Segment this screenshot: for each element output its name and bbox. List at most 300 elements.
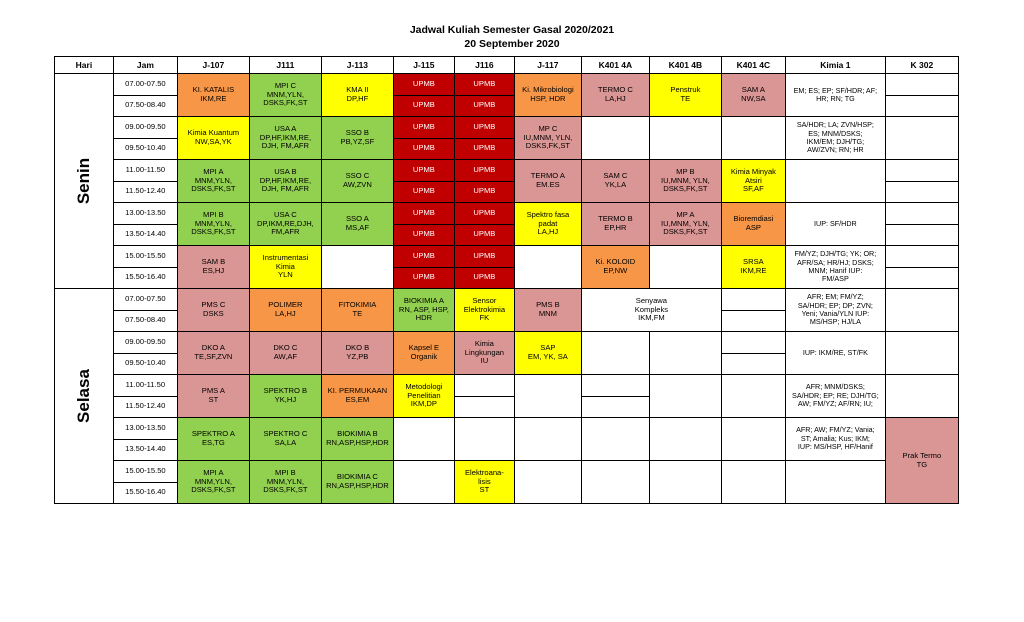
cell-text-line: Sensor (472, 295, 497, 305)
time-cell: 15.50-16.40 (113, 482, 177, 504)
schedule-cell (454, 95, 514, 117)
cell-text-line: SAM C (603, 171, 628, 181)
cell-text-line: TERMO A (530, 171, 565, 181)
schedule-cell (649, 375, 721, 418)
cell-text-line: HR; RN; TG (816, 94, 855, 103)
schedule-cell (321, 74, 393, 117)
cell-text-line: SA/HDR; EP; DP; ZVN; (797, 300, 873, 310)
cell-text-line: MNM (538, 309, 557, 318)
schedule-cell (393, 203, 454, 225)
cell-text-line: IKM,DP (410, 399, 437, 409)
schedule-cell (393, 289, 454, 332)
schedule-cell (393, 418, 454, 461)
cell-text-line: DKO A (201, 343, 225, 353)
cell-text-line: MNM,YLN, (194, 476, 232, 486)
cell-text-line: Lingkungan (464, 347, 505, 357)
cell-text-line: padat (538, 218, 558, 228)
cell-text-line: KI. KATALIS (192, 85, 235, 95)
cell-text-line: SF,AF (743, 184, 764, 194)
schedule-cell (393, 138, 454, 160)
cell-text-line: MP C (538, 123, 558, 133)
time-cell: 09.00-09.50 (113, 117, 177, 139)
cell-text-line: SAM A (741, 85, 765, 95)
cell-text-line: DSKS,FK,ST (263, 98, 308, 108)
schedule-cell (249, 246, 321, 289)
cell-text-line: AFR; EM; FM/YZ; (807, 292, 864, 302)
page-date: 20 September 2020 (464, 38, 560, 50)
cell-text-line: MPI C (274, 80, 296, 90)
cell-text-line: Spektro fasa (526, 209, 570, 219)
cell-text-line: UPMB (412, 164, 435, 174)
schedule-cell (321, 289, 393, 332)
cell-text-line: IU,MNM, YLN, (523, 132, 573, 142)
cell-text-line: TE,SF,ZVN (194, 352, 233, 361)
schedule-cell (885, 418, 958, 504)
cell-text-line: MNM,YLN, (194, 218, 232, 228)
cell-text-line: DKO B (345, 343, 370, 353)
schedule-cell (321, 332, 393, 375)
schedule-cell (177, 418, 249, 461)
time-cell: 13.00-13.50 (113, 418, 177, 440)
table-row (55, 289, 959, 311)
schedule-cell (249, 461, 321, 504)
cell-text-line: UPMB (473, 250, 496, 260)
schedule-cell (581, 396, 649, 418)
column-header: K 302 (885, 57, 958, 74)
cell-text-line: MS,AF (345, 223, 369, 232)
cell-text-line: UPMB (473, 229, 496, 239)
schedule-cell (514, 289, 581, 332)
table-row (55, 203, 959, 225)
schedule-cell (321, 203, 393, 246)
schedule-cell (177, 375, 249, 418)
schedule-cell (454, 289, 514, 332)
cell-text-line: DSKS (203, 309, 224, 318)
cell-text-line: ES,HJ (202, 266, 225, 275)
cell-text-line: MP B (676, 166, 695, 176)
cell-text-line: AW; FM/YZ; AF/RN; IU; (797, 399, 873, 409)
cell-text-line: ST (479, 485, 490, 495)
schedule-cell (785, 418, 885, 461)
schedule-cell (321, 461, 393, 504)
schedule-cell (454, 117, 514, 139)
cell-text-line: DSKS,FK,ST (525, 141, 571, 151)
schedule-cell (514, 375, 581, 418)
cell-text-line: IUP: MS/HSP, HF/Hanif (797, 442, 873, 452)
schedule-cell (249, 160, 321, 203)
cell-text-line: SPEKTRO A (191, 429, 235, 439)
cell-text-line: SAM B (201, 257, 226, 267)
time-cell: 11.50-12.40 (113, 181, 177, 203)
cell-text-line: IU (480, 356, 489, 366)
cell-text-line: FM,AFR (271, 227, 300, 237)
cell-text-line: USA A (274, 123, 297, 133)
cell-text-line: UPMB (412, 143, 435, 153)
column-header: K401 4C (721, 57, 785, 74)
schedule-cell (649, 246, 721, 289)
column-header: J-113 (321, 57, 393, 74)
cell-text-line: RN, ASP, HSP, (398, 304, 449, 314)
cell-text-line: LA,HJ (537, 227, 559, 237)
time-cell: 13.00-13.50 (113, 203, 177, 225)
cell-text-line: EM.ES (536, 180, 560, 189)
schedule-cell (785, 74, 885, 117)
schedule-cell (454, 181, 514, 203)
cell-text-line: SA,LA (274, 438, 297, 447)
schedule-cell (721, 203, 785, 246)
cell-text-line: Organik (410, 352, 438, 361)
cell-text-line: SAP (540, 343, 556, 353)
cell-text-line: AFR/SA; HR/HJ; DSKS; (797, 257, 874, 267)
cell-text-line: UPMB (412, 121, 435, 131)
schedule-cell (721, 117, 785, 160)
schedule-cell (721, 74, 785, 117)
schedule-cell (177, 203, 249, 246)
cell-text-line: RN,ASP,HSP,HDR (326, 481, 389, 490)
cell-text-line: AFR; MNM/DSKS; (805, 382, 865, 392)
schedule-cell (393, 332, 454, 375)
schedule-cell (249, 74, 321, 117)
cell-text-line: NW,SA (741, 94, 766, 103)
time-cell: 07.00-07.50 (113, 74, 177, 96)
schedule-cell (514, 461, 581, 504)
schedule-cell (721, 160, 785, 203)
column-header: Hari (55, 57, 114, 74)
header-row (55, 57, 959, 74)
schedule-table (54, 56, 959, 504)
cell-text-line: ST; Amalia; Kus; IKM; (800, 433, 870, 443)
cell-text-line: MS/HSP; HJ/LA (809, 317, 861, 327)
table-row (55, 117, 959, 139)
cell-text-line: DKO C (273, 343, 298, 353)
cell-text-line: Elektrokimia (463, 304, 506, 314)
schedule-cell (785, 375, 885, 418)
time-cell: 11.00-11.50 (113, 160, 177, 182)
schedule-cell (581, 117, 649, 160)
schedule-cell (885, 289, 958, 332)
schedule-cell (249, 332, 321, 375)
schedule-cell (721, 332, 785, 354)
cell-text-line: PB,YZ,SF (340, 137, 375, 146)
schedule-cell (321, 160, 393, 203)
table-row (55, 461, 959, 483)
cell-text-line: UPMB (412, 250, 435, 260)
schedule-cell (321, 375, 393, 418)
cell-text-line: EP,NW (603, 266, 628, 275)
cell-text-line: UPMB (473, 272, 496, 282)
schedule-cell (321, 117, 393, 160)
cell-text-line: Kompleks (634, 304, 669, 314)
schedule-cell (454, 224, 514, 246)
cell-text-line: UPMB (473, 121, 496, 131)
schedule-cell (393, 375, 454, 418)
cell-text-line: Kimia (474, 338, 494, 348)
cell-text-line: UPMB (412, 207, 435, 217)
cell-text-line: KMA II (346, 85, 369, 95)
cell-text-line: SSO B (345, 128, 369, 138)
schedule-cell (885, 224, 958, 246)
schedule-cell (581, 160, 649, 203)
cell-text-line: YLN (278, 270, 293, 280)
cell-text-line: LA,HJ (605, 94, 626, 103)
schedule-cell (393, 267, 454, 289)
schedule-cell (885, 117, 958, 160)
cell-text-line: SA/HDR; EP; RE; DJH/TG; (792, 390, 879, 400)
schedule-cell (785, 117, 885, 160)
cell-text-line: RN,ASP,HSP,HDR (326, 438, 389, 447)
cell-text-line: lisis (478, 476, 491, 486)
cell-text-line: IU,MNM, YLN, (660, 175, 710, 185)
table-row (55, 375, 959, 397)
cell-text-line: PMS C (201, 300, 226, 310)
schedule-cell (177, 74, 249, 117)
cell-text-line: UPMB (412, 78, 435, 88)
cell-text-line: ES,EM (345, 395, 370, 404)
cell-text-line: EM; ES; EP; SF/HDR; AF; (793, 85, 878, 95)
cell-text-line: POLIMER (268, 300, 303, 310)
schedule-cell (721, 246, 785, 289)
cell-text-line: UPMB (473, 186, 496, 196)
cell-text-line: FK (479, 313, 490, 323)
cell-text-line: UPMB (473, 143, 496, 153)
column-header: J-115 (393, 57, 454, 74)
cell-text-line: Senyawa (635, 295, 668, 305)
cell-text-line: IKM,FM (638, 313, 665, 323)
cell-text-line: MPI A (203, 166, 224, 176)
schedule-cell (721, 461, 785, 504)
cell-text-line: FM/ASP (822, 274, 849, 284)
time-cell: 15.00-15.50 (113, 246, 177, 268)
cell-text-line: SA/HDR; LA; ZVN/HSP; (796, 120, 874, 130)
schedule-cell (721, 353, 785, 375)
schedule-cell (454, 332, 514, 375)
schedule-cell (514, 117, 581, 160)
schedule-cell (514, 418, 581, 461)
cell-text-line: HDR (415, 313, 433, 323)
schedule-cell (649, 74, 721, 117)
schedule-cell (321, 246, 393, 289)
time-cell: 11.00-11.50 (113, 375, 177, 397)
schedule-cell (393, 117, 454, 139)
cell-text-line: ES,TG (201, 438, 225, 447)
schedule-cell (885, 160, 958, 182)
day-label: Senin (55, 74, 114, 289)
cell-text-line: UPMB (412, 186, 435, 196)
cell-text-line: SPEKTRO C (263, 429, 308, 439)
cell-text-line: UPMB (473, 164, 496, 174)
schedule-cell (785, 203, 885, 246)
cell-text-line: BIOKIMIA A (403, 295, 444, 305)
column-header: J116 (454, 57, 514, 74)
cell-text-line: YZ,PB (346, 352, 369, 361)
cell-text-line: Kapsel E (408, 343, 440, 353)
cell-text-line: Kimia (275, 261, 295, 271)
schedule-cell (581, 375, 649, 397)
cell-text-line: DJH, FM,AFR (261, 141, 310, 151)
cell-text-line: SSO A (345, 214, 369, 224)
column-header: J-117 (514, 57, 581, 74)
schedule-cell (514, 160, 581, 203)
schedule-cell (885, 246, 958, 268)
schedule-cell (177, 246, 249, 289)
cell-text-line: DSKS,FK,ST (663, 184, 708, 194)
cell-text-line: BIOKIMIA C (336, 472, 378, 482)
schedule-cell (885, 375, 958, 418)
cell-text-line: IKM,RE (200, 94, 227, 103)
cell-text-line: Penstruk (670, 85, 701, 95)
cell-text-line: DSKS,FK,ST (191, 227, 236, 237)
time-cell: 15.00-15.50 (113, 461, 177, 483)
schedule-cell (885, 332, 958, 375)
schedule-cell (785, 332, 885, 375)
table-row (55, 160, 959, 182)
schedule-cell (249, 203, 321, 246)
cell-text-line: TERMO B (598, 214, 633, 224)
schedule-cell (885, 74, 958, 96)
cell-text-line: IU,MNM, YLN, (660, 218, 710, 228)
cell-text-line: TG (916, 459, 928, 469)
schedule-cell (514, 74, 581, 117)
schedule-cell (454, 160, 514, 182)
column-header: Jam (113, 57, 177, 74)
cell-text-line: DP,HF,IKM,RE, (259, 175, 312, 185)
cell-text-line: UPMB (412, 229, 435, 239)
time-cell: 09.50-10.40 (113, 138, 177, 160)
cell-text-line: FITOKIMIA (338, 300, 377, 310)
schedule-cell (393, 461, 454, 504)
table-row (55, 418, 959, 440)
schedule-cell (649, 160, 721, 203)
schedule-cell (249, 418, 321, 461)
schedule-cell (581, 418, 649, 461)
cell-text-line: MPI A (203, 467, 224, 477)
cell-text-line: SRSA (743, 257, 764, 267)
schedule-cell (721, 289, 785, 311)
cell-text-line: AW,ZVN (342, 180, 372, 189)
cell-text-line: Yeni; Vania/YLN IUP: (801, 309, 870, 318)
cell-text-line: UPMB (473, 100, 496, 110)
time-cell: 07.50-08.40 (113, 310, 177, 332)
schedule-cell (785, 289, 885, 332)
cell-text-line: UPMB (473, 78, 496, 88)
cell-text-line: TERMO C (597, 85, 633, 95)
cell-text-line: SPEKTRO B (263, 386, 308, 396)
cell-text-line: YK,HJ (274, 395, 297, 404)
cell-text-line: FM/YZ; DJH/TG; YK; OR; (794, 249, 877, 259)
cell-text-line: Penelitian (407, 390, 441, 400)
cell-text-line: MNM,YLN, (194, 175, 232, 185)
schedule-cell (454, 138, 514, 160)
schedule-cell (885, 181, 958, 203)
schedule-cell (177, 289, 249, 332)
schedule-cell (514, 203, 581, 246)
cell-text-line: USA C (273, 209, 297, 219)
schedule-cell (785, 461, 885, 504)
cell-text-line: MNM,YLN, (266, 476, 304, 486)
cell-text-line: Prak Termo (902, 450, 942, 460)
schedule-cell (177, 332, 249, 375)
schedule-cell (454, 246, 514, 268)
cell-text-line: UPMB (412, 100, 435, 110)
cell-text-line: DP,IKM,RE,DJH, (256, 218, 314, 228)
cell-text-line: Kimia Minyak (730, 166, 776, 176)
column-header: J-107 (177, 57, 249, 74)
cell-text-line: BIOKIMIA B (337, 429, 378, 439)
cell-text-line: UPMB (473, 207, 496, 217)
schedule-cell (177, 117, 249, 160)
schedule-cell (177, 461, 249, 504)
day-label: Selasa (55, 289, 114, 504)
cell-text-line: PMS A (201, 386, 225, 396)
schedule-cell (454, 267, 514, 289)
cell-text-line: DSKS,FK,ST (191, 184, 236, 194)
cell-text-line: IUP: SF/HDR (814, 218, 857, 228)
time-cell: 13.50-14.40 (113, 224, 177, 246)
column-header: Kimia 1 (785, 57, 885, 74)
schedule-cell (249, 289, 321, 332)
cell-text-line: Kimia Kuantum (187, 128, 240, 138)
cell-text-line: AW,AF (273, 352, 298, 361)
schedule-cell (649, 418, 721, 461)
cell-text-line: Elektroana- (464, 467, 504, 477)
schedule-cell (885, 95, 958, 117)
cell-text-line: TE (352, 309, 363, 318)
table-row (55, 332, 959, 354)
schedule-cell (721, 375, 785, 418)
cell-text-line: DJH, FM,AFR (261, 184, 310, 194)
cell-text-line: Instrumentasi (262, 252, 309, 262)
cell-text-line: PMS B (536, 300, 560, 310)
schedule-cell (177, 160, 249, 203)
cell-text-line: Metodologi (405, 381, 443, 391)
cell-text-line: DSKS,FK,ST (663, 227, 708, 237)
time-cell: 11.50-12.40 (113, 396, 177, 418)
cell-text-line: AW/ZVN; RN; HR (807, 145, 864, 155)
schedule-cell (393, 160, 454, 182)
cell-text-line: DP,HF,IKM,RE, (259, 132, 312, 142)
schedule-cell (454, 461, 514, 504)
schedule-cell (393, 246, 454, 268)
schedule-cell (649, 117, 721, 160)
cell-text-line: IKM,RE (740, 266, 767, 275)
cell-text-line: LA,HJ (275, 309, 296, 318)
schedule-cell (249, 375, 321, 418)
cell-text-line: USA B (274, 166, 297, 176)
schedule-cell (454, 74, 514, 96)
cell-text-line: NW,SA,YK (195, 137, 232, 146)
cell-text-line: SSO C (345, 171, 370, 181)
cell-text-line: TE (680, 94, 691, 103)
cell-text-line: AFR; AW; FM/YZ; Vania; (796, 425, 875, 435)
schedule-cell (885, 203, 958, 225)
schedule-cell (393, 224, 454, 246)
cell-text-line: Atsiri (744, 175, 762, 185)
cell-text-line: Ki. Mikrobiologi (522, 85, 574, 95)
time-cell: 07.00-07.50 (113, 289, 177, 311)
schedule-cell (454, 203, 514, 225)
cell-text-line: Bioremdiasi (733, 214, 774, 224)
cell-text-line: KI. PERMUKAAN (327, 386, 388, 396)
schedule-cell (721, 310, 785, 332)
cell-text-line: MNM,YLN, (266, 89, 304, 99)
schedule-cell (454, 396, 514, 418)
cell-text-line: IKM/EM; DJH/TG; (806, 137, 865, 146)
cell-text-line: ASP (745, 223, 761, 232)
cell-text-line: ES; MNM/DSKS; (808, 128, 863, 138)
cell-text-line: Ki. KOLOID (595, 257, 636, 267)
schedule-cell (581, 74, 649, 117)
schedule-cell (454, 418, 514, 461)
